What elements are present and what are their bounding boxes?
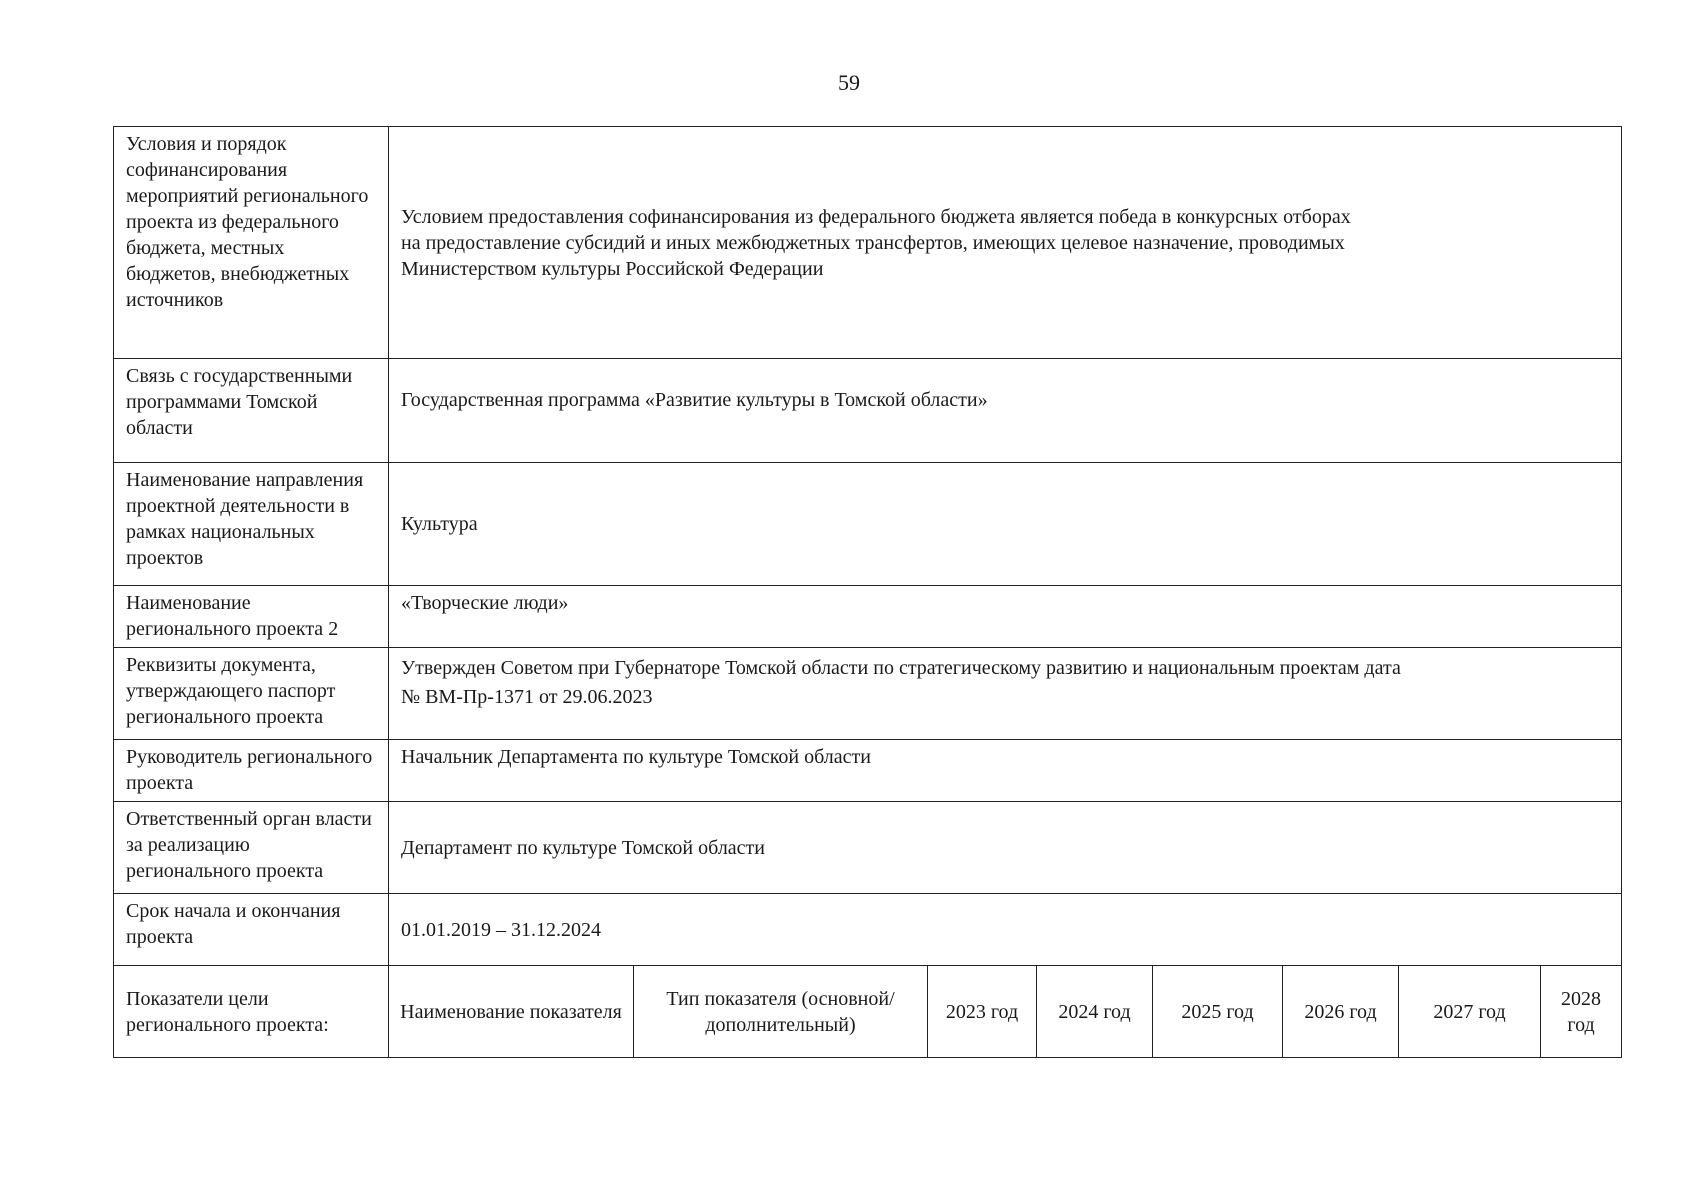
year-header: 2024 год	[1037, 966, 1153, 1058]
row-label: Связь с государственными программами Томской области	[114, 359, 389, 463]
table-row	[114, 586, 1622, 648]
row-label: Наименование регионального проекта 2	[114, 586, 389, 648]
row-value: Государственная программа «Развитие культуры в Томской области»	[389, 359, 1622, 463]
indicators-header-row	[114, 966, 1622, 1058]
value-line: на предоставление субсидий и иных межбюджетных трансфертов, имеющих целевое назначение, проводимых	[401, 231, 1345, 254]
table-row	[114, 802, 1622, 894]
table-row	[114, 740, 1622, 802]
row-value: 01.01.2019 – 31.12.2024	[389, 894, 1622, 966]
table-row	[114, 894, 1622, 966]
indicator-name-header: Наименование показателя	[389, 966, 634, 1058]
page-number: 59	[838, 70, 860, 95]
year-header: 2025 год	[1153, 966, 1283, 1058]
table-row	[114, 359, 1622, 463]
table-row	[114, 463, 1622, 586]
row-label: Срок начала и окончания проекта	[114, 894, 389, 966]
year-header: 2028 год	[1541, 966, 1622, 1058]
year-header: 2026 год	[1283, 966, 1399, 1058]
project-passport-table	[113, 126, 1622, 1058]
table-row	[114, 127, 1622, 359]
row-value: Начальник Департамента по культуре Томской области	[389, 740, 1622, 802]
row-label: Ответственный орган власти за реализацию регионального проекта	[114, 802, 389, 894]
year-header: 2027 год	[1399, 966, 1541, 1058]
row-value: Культура	[389, 463, 1622, 586]
year-header: 2023 год	[928, 966, 1037, 1058]
row-label: Реквизиты документа, утверждающего паспорт регионального проекта	[114, 648, 389, 740]
indicators-label: Показатели цели регионального проекта:	[114, 966, 389, 1058]
row-value: Департамент по культуре Томской области	[389, 802, 1622, 894]
value-line: Утвержден Советом при Губернаторе Томской области по стратегическому развитию и национальным проектам дата	[401, 657, 1401, 679]
row-label: Руководитель регионального проекта	[114, 740, 389, 802]
value-line: № ВМ-Пр-1371 от 29.06.2023	[401, 686, 653, 708]
row-value	[389, 127, 1622, 359]
row-value: «Творческие люди»	[389, 586, 1622, 648]
row-label: Условия и порядок софинансирования мероприятий регионального проекта из федерального бюджета, местных бюджетов, внебюджетных источников	[114, 127, 389, 359]
value-line: Условием предоставления софинансирования из федерального бюджета является победа в конкурсных отборах	[401, 205, 1351, 228]
row-value	[389, 648, 1622, 740]
table-row	[114, 648, 1622, 740]
indicator-type-header: Тип показателя (основной/дополнительный)	[634, 966, 928, 1058]
row-label: Наименование направления проектной деятельности в рамках национальных проектов	[114, 463, 389, 586]
value-line: Министерством культуры Российской Федерации	[401, 257, 824, 280]
